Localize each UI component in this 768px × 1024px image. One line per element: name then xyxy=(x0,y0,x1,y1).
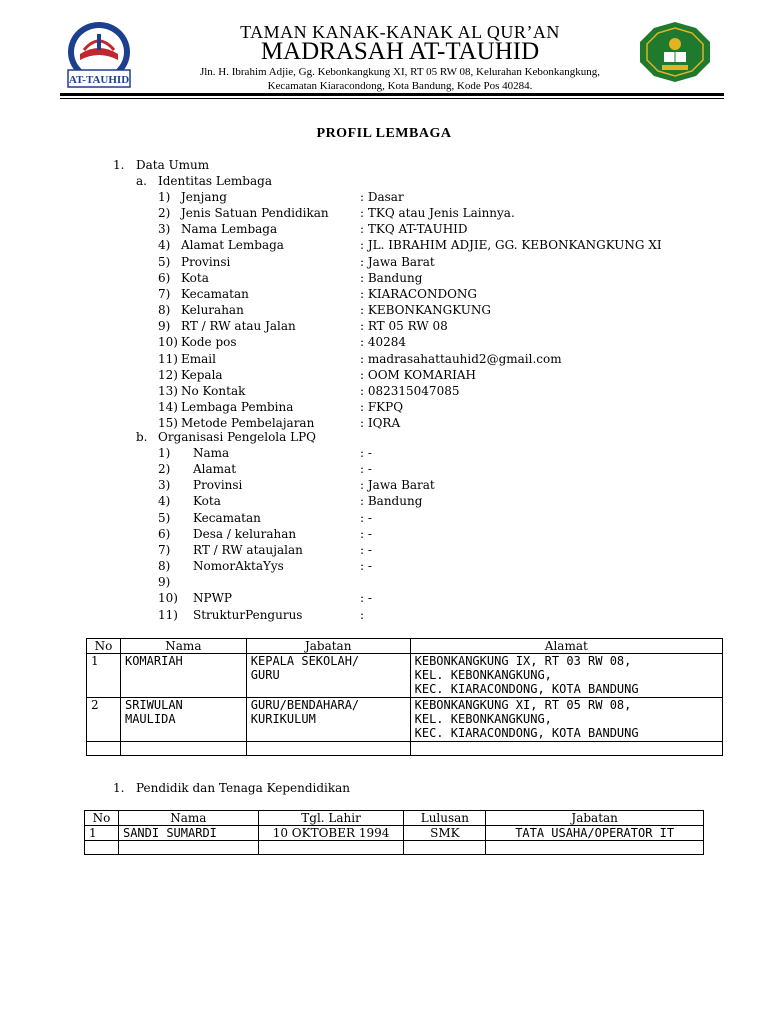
subsection-b-label: b. xyxy=(136,430,148,444)
field-number: 4) xyxy=(158,494,171,509)
page-title: PROFIL LEMBAGA xyxy=(316,126,452,141)
field-value: : Bandung xyxy=(360,270,423,285)
field-label: Kota xyxy=(181,270,209,285)
field-label: Email xyxy=(181,351,216,366)
table-cell-jabatan xyxy=(486,841,704,855)
section2-title: Pendidik dan Tenaga Kependidikan xyxy=(136,781,351,795)
subsection-a-title: Identitas Lembaga xyxy=(158,174,272,188)
field-label: Desa / kelurahan xyxy=(193,526,297,541)
field-number: 5) xyxy=(158,254,171,269)
section1-number: 1. xyxy=(113,158,125,172)
table-header-cell: Jabatan xyxy=(486,811,704,826)
table-cell-jabatan: TATA USAHA/OPERATOR IT xyxy=(486,826,704,841)
subsection-b-title: Organisasi Pengelola LPQ xyxy=(158,430,316,444)
field-number: 13) xyxy=(158,383,178,398)
field-label: Alamat xyxy=(193,462,237,477)
table-header-cell: Lulusan xyxy=(404,811,486,826)
field-number: 9) xyxy=(158,319,171,334)
field-label: Nama xyxy=(193,446,230,460)
field-label: No Kontak xyxy=(181,383,246,398)
table-cell-lulusan xyxy=(404,841,486,855)
table-row xyxy=(87,698,723,742)
field-value: : TKQ atau Jenis Lainnya. xyxy=(360,206,515,221)
field-number: 6) xyxy=(158,526,171,541)
field-number: 3) xyxy=(158,222,171,237)
field-value: : 082315047085 xyxy=(360,383,460,398)
table-cell-nama: SANDI SUMARDI xyxy=(118,826,258,841)
table-header-cell: Alamat xyxy=(410,639,722,654)
table-header-row xyxy=(87,639,723,654)
field-value: : - xyxy=(360,462,372,477)
table-cell-no xyxy=(85,841,119,855)
header-line2: MADRASAH AT-TAUHID xyxy=(260,38,540,65)
field-number: 9) xyxy=(158,575,171,590)
field-number: 12) xyxy=(158,367,178,382)
field-value: : OOM KOMARIAH xyxy=(360,367,476,382)
field-label: StrukturPengurus xyxy=(193,607,303,622)
pendidik-table xyxy=(84,810,704,855)
table-cell-nama xyxy=(118,841,258,855)
field-number: 8) xyxy=(158,559,171,574)
field-value: : - xyxy=(360,559,372,574)
field-value: : JL. IBRAHIM ADJIE, GG. KEBONKANGKUNG XI xyxy=(360,238,662,253)
field-label: Kode pos xyxy=(181,335,237,350)
section2-number: 1. xyxy=(113,781,125,795)
field-value: : Jawa Barat xyxy=(360,254,435,269)
table-header-cell: No xyxy=(87,639,121,654)
table-cell-alamat: KEBONKANGKUNG IX, RT 03 RW 08, KEL. KEBONKANGKUNG, KEC. KIARACONDONG, KOTA BANDUNG xyxy=(410,654,722,698)
subsection-a-label: a. xyxy=(136,174,147,188)
table-header-cell: No xyxy=(85,811,119,826)
field-number: 14) xyxy=(158,399,178,414)
table-header-cell: Jabatan xyxy=(246,639,410,654)
table-header-cell: Tgl. Lahir xyxy=(258,811,404,826)
field-value: : - xyxy=(360,446,372,460)
field-number: 11) xyxy=(158,351,178,366)
pengurus-table xyxy=(86,638,723,756)
table-row xyxy=(85,841,704,855)
table-cell-jabatan xyxy=(246,742,410,756)
header-rule-thick xyxy=(60,93,724,96)
section1-title: Data Umum xyxy=(136,158,210,172)
field-value: : - xyxy=(360,526,372,541)
field-value: : TKQ AT-TAUHID xyxy=(360,222,468,237)
field-value: : - xyxy=(360,591,372,606)
field-value: : 40284 xyxy=(360,335,407,350)
field-number: 10) xyxy=(158,591,178,606)
field-number: 7) xyxy=(158,286,171,301)
header-line1: TAMAN KANAK-KANAK AL QUR’AN xyxy=(240,22,560,42)
field-label: Lembaga Pembina xyxy=(181,399,294,414)
table-cell-tgl-lahir xyxy=(258,841,404,855)
table-row xyxy=(87,654,723,698)
field-label: Nama Lembaga xyxy=(181,222,278,237)
table-cell-nama xyxy=(120,742,246,756)
field-number: 10) xyxy=(158,335,178,350)
table-row xyxy=(85,826,704,841)
field-number: 4) xyxy=(158,238,171,253)
field-number: 1) xyxy=(158,446,171,460)
field-value: : madrasahattauhid2@gmail.com xyxy=(360,351,562,366)
field-value: : xyxy=(360,607,365,622)
field-label: Kecamatan xyxy=(181,286,249,301)
field-number: 8) xyxy=(158,303,171,318)
field-label: RT / RW ataujalan xyxy=(193,542,303,557)
field-label: Jenjang xyxy=(181,190,227,204)
table-header-row xyxy=(85,811,704,826)
field-value: : - xyxy=(360,510,372,525)
table-cell-jabatan: KEPALA SEKOLAH/ GURU xyxy=(246,654,410,698)
field-label: Provinsi xyxy=(181,254,231,269)
field-value: : KEBONKANGKUNG xyxy=(360,303,491,318)
field-label: NomorAktaYys xyxy=(193,559,284,574)
field-value: : Dasar xyxy=(360,190,404,204)
table-cell-no xyxy=(87,742,121,756)
table-cell-nama: SRIWULAN MAULIDA xyxy=(120,698,246,742)
field-number: 3) xyxy=(158,478,171,493)
field-label: Kota xyxy=(193,494,221,509)
table-cell-no: 2 xyxy=(87,698,121,742)
field-label: Alamat Lembaga xyxy=(181,238,284,253)
field-value: : RT 05 RW 08 xyxy=(360,319,448,334)
field-label: RT / RW atau Jalan xyxy=(181,319,296,334)
header-address-line1: Jln. H. Ibrahim Adjie, Gg. Kebonkangkung XI, RT 05 RW 08, Kelurahan Kebonkangkung, xyxy=(199,66,601,78)
field-value: : Bandung xyxy=(360,494,423,509)
table-cell-alamat: KEBONKANGKUNG XI, RT 05 RW 08, KEL. KEBONKANGKUNG, KEC. KIARACONDONG, KOTA BANDUNG xyxy=(410,698,722,742)
table-cell-nama: KOMARIAH xyxy=(120,654,246,698)
header-address-line2: Kecamatan Kiaracondong, Kota Bandung, Kode Pos 40284. xyxy=(267,80,533,92)
field-number: 7) xyxy=(158,542,171,557)
field-label: Provinsi xyxy=(193,478,243,493)
field-label: Metode Pembelajaran xyxy=(181,416,315,431)
table-header-cell: Nama xyxy=(120,639,246,654)
logo-left-text: AT-TAUHID xyxy=(68,74,130,86)
table-cell-no: 1 xyxy=(85,826,119,841)
table-cell-jabatan: GURU/BENDAHARA/ KURIKULUM xyxy=(246,698,410,742)
field-label: Kepala xyxy=(181,367,223,382)
table-cell-alamat xyxy=(410,742,722,756)
field-label: Kelurahan xyxy=(181,303,244,318)
field-number: 1) xyxy=(158,190,171,204)
table-cell-lulusan: SMK xyxy=(404,826,486,841)
field-number: 11) xyxy=(158,607,178,622)
field-value: : Jawa Barat xyxy=(360,478,435,493)
field-label: Jenis Satuan Pendidikan xyxy=(181,206,329,221)
field-label: Kecamatan xyxy=(193,510,261,525)
field-number: 2) xyxy=(158,206,171,221)
table-header-cell: Nama xyxy=(118,811,258,826)
field-number: 6) xyxy=(158,270,171,285)
field-number: 2) xyxy=(158,462,171,477)
field-number: 15) xyxy=(158,416,178,431)
field-number: 5) xyxy=(158,510,171,525)
table-cell-no: 1 xyxy=(87,654,121,698)
field-value: : - xyxy=(360,542,372,557)
field-label: NPWP xyxy=(193,591,232,606)
header-rule-thin xyxy=(60,98,724,99)
table-row xyxy=(87,742,723,756)
field-value: : FKPQ xyxy=(360,399,404,414)
field-value: : IQRA xyxy=(360,416,401,431)
table-cell-tgl-lahir: 10 OKTOBER 1994 xyxy=(258,826,404,841)
school-logo xyxy=(66,20,132,90)
field-value: : KIARACONDONG xyxy=(360,286,477,301)
